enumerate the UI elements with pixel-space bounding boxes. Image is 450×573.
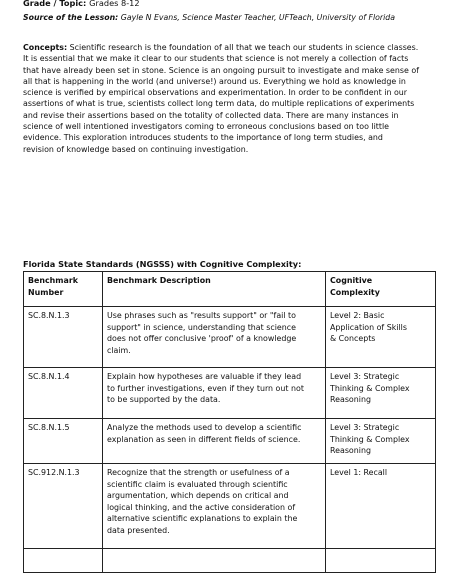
table-row-cut-off	[24, 549, 436, 573]
cognitive-complexity: Level 3: Strategic Thinking & Complex Reasoning	[326, 419, 436, 464]
concepts-line: all that is happening in the world (and universe!) around us. Everything we hold as knowledge in	[23, 76, 406, 86]
benchmark-description: Recognize that the strength or usefulness of a scientific claim is evaluated through scientific argumentation, which depends on critical and logical thinking, and the active consideration of alternative scientific explanations to explain the data presented.	[103, 464, 326, 549]
table-row	[24, 368, 436, 419]
cognitive-complexity: Level 3: Strategic Thinking & Complex Reasoning	[326, 368, 436, 419]
concepts-label: Concepts:	[23, 43, 68, 52]
table-row	[24, 464, 436, 549]
concepts-line: revision of knowledge based on continuing investigation.	[23, 144, 249, 154]
header-cognitive-complexity: Cognitive Complexity	[326, 272, 436, 307]
concepts-line: science of well intentioned investigators coming to erroneous conclusions based on too little	[23, 122, 390, 132]
cognitive-complexity: Level 2: Basic Application of Skills & Concepts	[326, 307, 436, 368]
lesson-source-label: Source of the Lesson:	[23, 13, 119, 22]
grade-topic-line	[23, 0, 140, 9]
benchmark-description: Explain how hypotheses are valuable if they lead to further investigations, even if they turn out not to be supported by the data.	[103, 368, 326, 419]
concepts-line: assertions of what is true, scientists collect long term data, do multiple replications of experiments	[23, 99, 415, 109]
table-row	[24, 419, 436, 464]
grade-topic-value: Grades 8-12	[89, 0, 140, 8]
header-benchmark-description: Benchmark Description	[103, 272, 326, 307]
table-row	[24, 307, 436, 368]
table-header-row	[24, 272, 436, 307]
grade-topic-label: Grade / Topic:	[23, 0, 87, 8]
concepts-line: science is verified by empirical observations and experimentation. In order to be confident in our	[23, 88, 408, 98]
benchmark-description: Use phrases such as "results support" or "fail to support" in science, understanding that science does not offer conclusive 'proof' of a knowledge claim.	[103, 307, 326, 368]
lesson-source-line	[23, 12, 395, 23]
header-benchmark-number: Benchmark Number	[24, 272, 103, 307]
concepts-line: and revise their assertions based on the totality of collected data. There are many instances in	[23, 110, 399, 120]
concepts-line: Concepts: Scientific research is the foundation of all that we teach our students in science classes.	[23, 43, 419, 52]
benchmark-description: Analyze the methods used to develop a scientific explanation as seen in different fields of science.	[103, 419, 326, 464]
concepts-paragraph	[23, 42, 441, 155]
standards-table	[23, 271, 436, 573]
concepts-line: that have already been set in stone. Science is an ongoing pursuit to investigate and make sense of	[23, 65, 419, 75]
concepts-line: It is essential that we make it clear to our students that science is not merely a collection of facts	[23, 54, 409, 64]
standards-heading: Florida State Standards (NGSSS) with Cognitive Complexity:	[23, 259, 302, 269]
benchmark-description	[103, 549, 326, 573]
lesson-source-value: Gayle N Evans, Science Master Teacher, UFTeach, University of Florida	[120, 13, 395, 22]
benchmark-number	[24, 549, 103, 573]
cognitive-complexity: Level 1: Recall	[326, 464, 436, 549]
cognitive-complexity	[326, 549, 436, 573]
benchmark-number: SC.8.N.1.4	[24, 368, 103, 419]
benchmark-number: SC.912.N.1.3	[24, 464, 103, 549]
concepts-line: evidence. This exploration introduces students to the importance of long term studies, and	[23, 133, 383, 143]
benchmark-number: SC.8.N.1.5	[24, 419, 103, 464]
benchmark-number: SC.8.N.1.3	[24, 307, 103, 368]
